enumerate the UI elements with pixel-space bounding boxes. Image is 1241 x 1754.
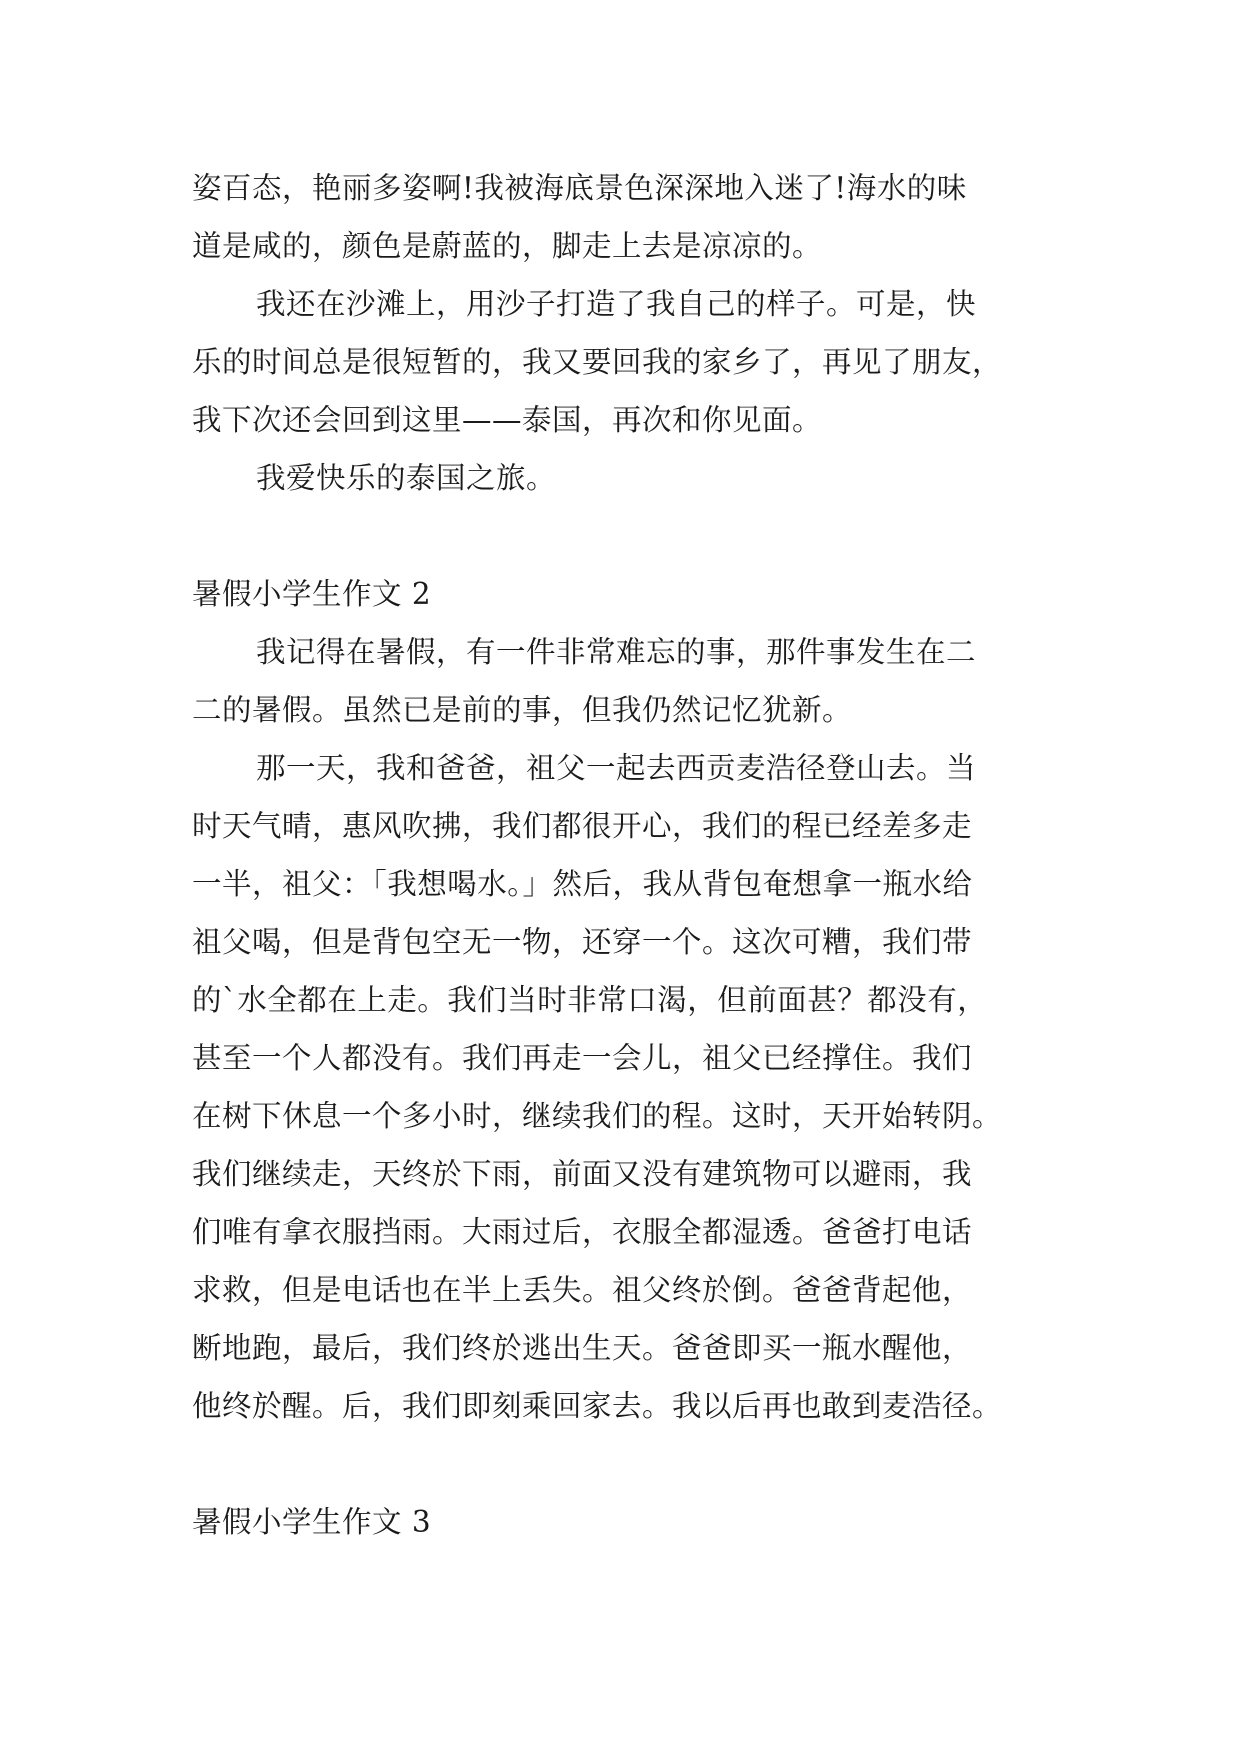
text-line: 我下次还会回到这里——泰国，再次和你见面。 <box>192 403 823 437</box>
text-line: 求救，但是电话也在半上丢失。祖父终於倒。爸爸背起他， <box>192 1273 973 1307</box>
text-line: 二的暑假。虽然已是前的事，但我仍然记忆犹新。 <box>192 693 853 727</box>
text-line: 一半，祖父：「我想喝水。」然后，我从背包奄想拿一瓶水给 <box>192 867 973 901</box>
text-line: 乐的时间总是很短暂的，我又要回我的家乡了，再见了朋友， <box>192 345 1003 379</box>
text-line: 祖父喝，但是背包空无一物，还穿一个。这次可糟，我们带 <box>192 925 973 959</box>
text-line: 断地跑，最后，我们终於逃出生天。爸爸即买一瓶水醒他， <box>192 1331 973 1365</box>
paragraph-first-line: 我记得在暑假，有一件非常难忘的事，那件事发生在二 <box>256 635 977 669</box>
text-line: 时天气晴，惠风吹拂，我们都很开心，我们的程已经差多走 <box>192 809 973 843</box>
paragraph-first-line: 我爱快乐的泰国之旅。 <box>256 461 557 495</box>
text-line: 姿百态，艳丽多姿啊!我被海底景色深深地入迷了!海水的味 <box>192 171 967 205</box>
section-heading: 暑假小学生作文 3 <box>192 1505 432 1539</box>
text-line: 在树下休息一个多小时，继续我们的程。这时，天开始转阴。 <box>192 1099 1003 1133</box>
text-line: 的`水全都在上走。我们当时非常口渴，但前面甚？都没有， <box>192 983 988 1017</box>
section-heading: 暑假小学生作文 2 <box>192 577 432 611</box>
paragraph-first-line: 那一天，我和爸爸，祖父一起去西贡麦浩径登山去。当 <box>256 751 977 785</box>
text-line: 他终於醒。后，我们即刻乘回家去。我以后再也敢到麦浩径。 <box>192 1389 1003 1423</box>
text-line: 我们继续走，天终於下雨，前面又没有建筑物可以避雨，我 <box>192 1157 973 1191</box>
text-line: 甚至一个人都没有。我们再走一会儿，祖父已经撑住。我们 <box>192 1041 973 1075</box>
text-line: 道是咸的，颜色是蔚蓝的，脚走上去是凉凉的。 <box>192 229 823 263</box>
text-line: 们唯有拿衣服挡雨。大雨过后，衣服全都湿透。爸爸打电话 <box>192 1215 973 1249</box>
paragraph-first-line: 我还在沙滩上，用沙子打造了我自己的样子。可是，快 <box>256 287 977 321</box>
